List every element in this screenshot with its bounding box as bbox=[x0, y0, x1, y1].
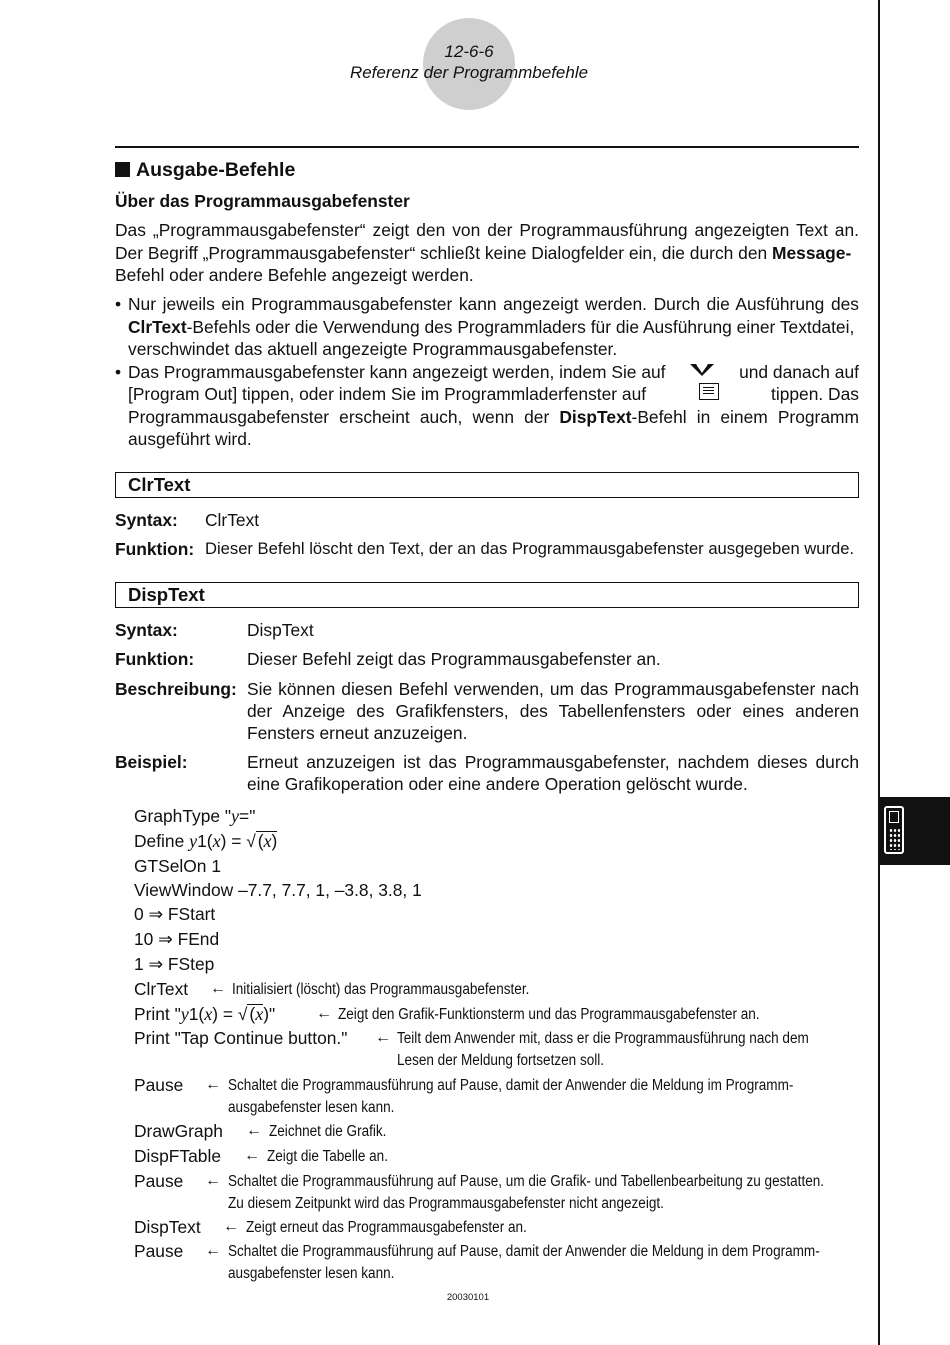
code-gtselon: GTSelOn 1 bbox=[134, 856, 221, 876]
left-arrow-icon: ← bbox=[210, 980, 226, 997]
bullet-1-line-1: Nur jeweils ein Programmausgabefenster kann angezeigt werden. Durch die Ausführung des bbox=[128, 294, 859, 314]
description-line-2: der Anzeige des Grafikfensters, des Tabellenfensters oder eines anderen bbox=[247, 701, 859, 721]
comment: Zeigt die Tabelle an. bbox=[267, 1148, 388, 1165]
section-rule bbox=[115, 146, 859, 148]
left-arrow-icon: ← bbox=[223, 1218, 239, 1235]
code-pause: Pause bbox=[134, 1241, 184, 1261]
bullet-2-line-4: ausgeführt wird. bbox=[128, 429, 252, 449]
bullet-2-line-2: [Program Out] tippen, oder indem Sie im Programmladerfenster auf tippen. Das bbox=[128, 384, 859, 404]
description-label: Beschreibung: bbox=[115, 679, 237, 699]
menu-icon bbox=[689, 361, 715, 377]
function-value: Dieser Befehl zeigt das Programmausgabefenster an. bbox=[247, 649, 661, 669]
left-arrow-icon: ← bbox=[246, 1122, 262, 1139]
comment: Schaltet die Programmausführung auf Pause, um die Grafik- und Tabellenbearbeitung zu gestatten. bbox=[228, 1173, 825, 1190]
bullet-1-line-3: verschwindet das aktuell angezeigte Programmausgabefenster. bbox=[128, 339, 618, 359]
intro-line-1: Das „Programmausgabefenster“ zeigt den von der Programmausführung angezeigten Text an. bbox=[115, 220, 859, 240]
bullet-2-line-3: Programmausgabefenster erscheint auch, wenn der DispText-Befehl in einem Programm bbox=[128, 407, 859, 427]
square-bullet-icon bbox=[115, 162, 130, 177]
left-arrow-icon: ← bbox=[316, 1005, 332, 1022]
running-title: Referenz der Programmbefehle bbox=[349, 63, 589, 82]
clrtext-title-box: ClrText bbox=[115, 472, 859, 498]
code-fstep: 1 ⇒ FStep bbox=[134, 954, 215, 974]
code-print-tap: Print "Tap Continue button." bbox=[134, 1028, 348, 1048]
calculator-icon bbox=[884, 806, 904, 854]
bullet-1-line-2: ClrText-Befehls oder die Verwendung des Programmladers für die Ausführung einer Textdatei, bbox=[128, 317, 855, 337]
left-arrow-icon: ← bbox=[375, 1029, 391, 1046]
code-viewwindow: ViewWindow –7.7, 7.7, 1, –3.8, 3.8, 1 bbox=[134, 880, 422, 900]
syntax-label: Syntax: bbox=[115, 620, 178, 640]
left-arrow-icon: ← bbox=[244, 1147, 260, 1164]
code-define: Define y1(x) = √ (x) bbox=[134, 831, 278, 851]
left-arrow-icon: ← bbox=[205, 1172, 221, 1189]
code-graphtype: GraphType "y=" bbox=[134, 806, 256, 826]
example-line-2: eine Grafikoperation oder eine andere Operation gelöscht wurde. bbox=[247, 774, 748, 794]
comment: Teilt dem Anwender mit, dass er die Programmausführung nach dem bbox=[397, 1030, 809, 1047]
bullet-mark: • bbox=[115, 362, 122, 382]
disptext-title-box: DispText bbox=[115, 582, 859, 608]
function-value: Dieser Befehl löscht den Text, der an das Programmausgabefenster ausgegeben wurde. bbox=[205, 539, 855, 558]
comment: ausgabefenster lesen kann. bbox=[228, 1099, 395, 1116]
comment: Initialisiert (löscht) das Programmausgabefenster. bbox=[232, 981, 530, 998]
function-label: Funktion: bbox=[115, 649, 195, 669]
bullet-mark: • bbox=[115, 294, 122, 314]
comment: Zeichnet die Grafik. bbox=[269, 1123, 387, 1140]
code-clrtext: ClrText bbox=[134, 979, 189, 999]
margin-line bbox=[878, 0, 880, 1345]
code-fstart: 0 ⇒ FStart bbox=[134, 904, 216, 924]
code-fend: 10 ⇒ FEnd bbox=[134, 929, 220, 949]
code-disptext: DispText bbox=[134, 1217, 201, 1237]
description-line-3: Fensters erneut anzuzeigen. bbox=[247, 723, 468, 743]
comment: Zeigt erneut das Programmausgabefenster an. bbox=[246, 1219, 527, 1236]
bullet-2-line-1: Das Programmausgabefenster kann angezeigt werden, indem Sie auf und danach auf bbox=[128, 362, 859, 382]
page-number: 12-6-6 bbox=[444, 42, 494, 61]
comment: Lesen der Meldung fortsetzen soll. bbox=[397, 1052, 605, 1069]
syntax-value: ClrText bbox=[205, 510, 260, 530]
comment: ausgabefenster lesen kann. bbox=[228, 1265, 395, 1282]
comment: Schaltet die Programmausführung auf Pause, damit der Anwender die Meldung in dem Programm- bbox=[228, 1243, 820, 1260]
footer-code: 20030101 bbox=[446, 1292, 490, 1303]
program-output-window-icon[interactable] bbox=[699, 383, 719, 400]
intro-line-2: Der Begriff „Programmausgabefenster“ schließt keine Dialogfelder ein, die durch den Message- bbox=[115, 243, 852, 263]
subheading: Über das Programmausgabefenster bbox=[115, 191, 410, 211]
example-label: Beispiel: bbox=[115, 752, 188, 772]
code-pause: Pause bbox=[134, 1171, 184, 1191]
left-arrow-icon: ← bbox=[205, 1242, 221, 1259]
code-print-function: Print "y1(x) = √ (x)" bbox=[134, 1004, 276, 1024]
section-heading: Ausgabe-Befehle bbox=[115, 159, 295, 182]
comment: Schaltet die Programmausführung auf Pause, damit der Anwender die Meldung im Programm- bbox=[228, 1077, 794, 1094]
function-label: Funktion: bbox=[115, 539, 195, 559]
syntax-value: DispText bbox=[247, 620, 314, 640]
left-arrow-icon: ← bbox=[205, 1076, 221, 1093]
syntax-label: Syntax: bbox=[115, 510, 178, 530]
description-line-1: Sie können diesen Befehl verwenden, um das Programmausgabefenster nach bbox=[247, 679, 859, 699]
comment: Zeigt den Grafik-Funktionsterm und das Programmausgabefenster an. bbox=[338, 1006, 760, 1023]
code-drawgraph: DrawGraph bbox=[134, 1121, 223, 1141]
example-line-1: Erneut anzuzeigen ist das Programmausgabefenster, nachdem dieses durch bbox=[247, 752, 859, 772]
code-pause: Pause bbox=[134, 1075, 184, 1095]
intro-line-3: Befehl oder andere Befehle angezeigt werden. bbox=[115, 265, 474, 285]
comment: Zu diesem Zeitpunkt wird das Programmausgabefenster nicht angezeigt. bbox=[228, 1195, 664, 1212]
code-dispftable: DispFTable bbox=[134, 1146, 221, 1166]
